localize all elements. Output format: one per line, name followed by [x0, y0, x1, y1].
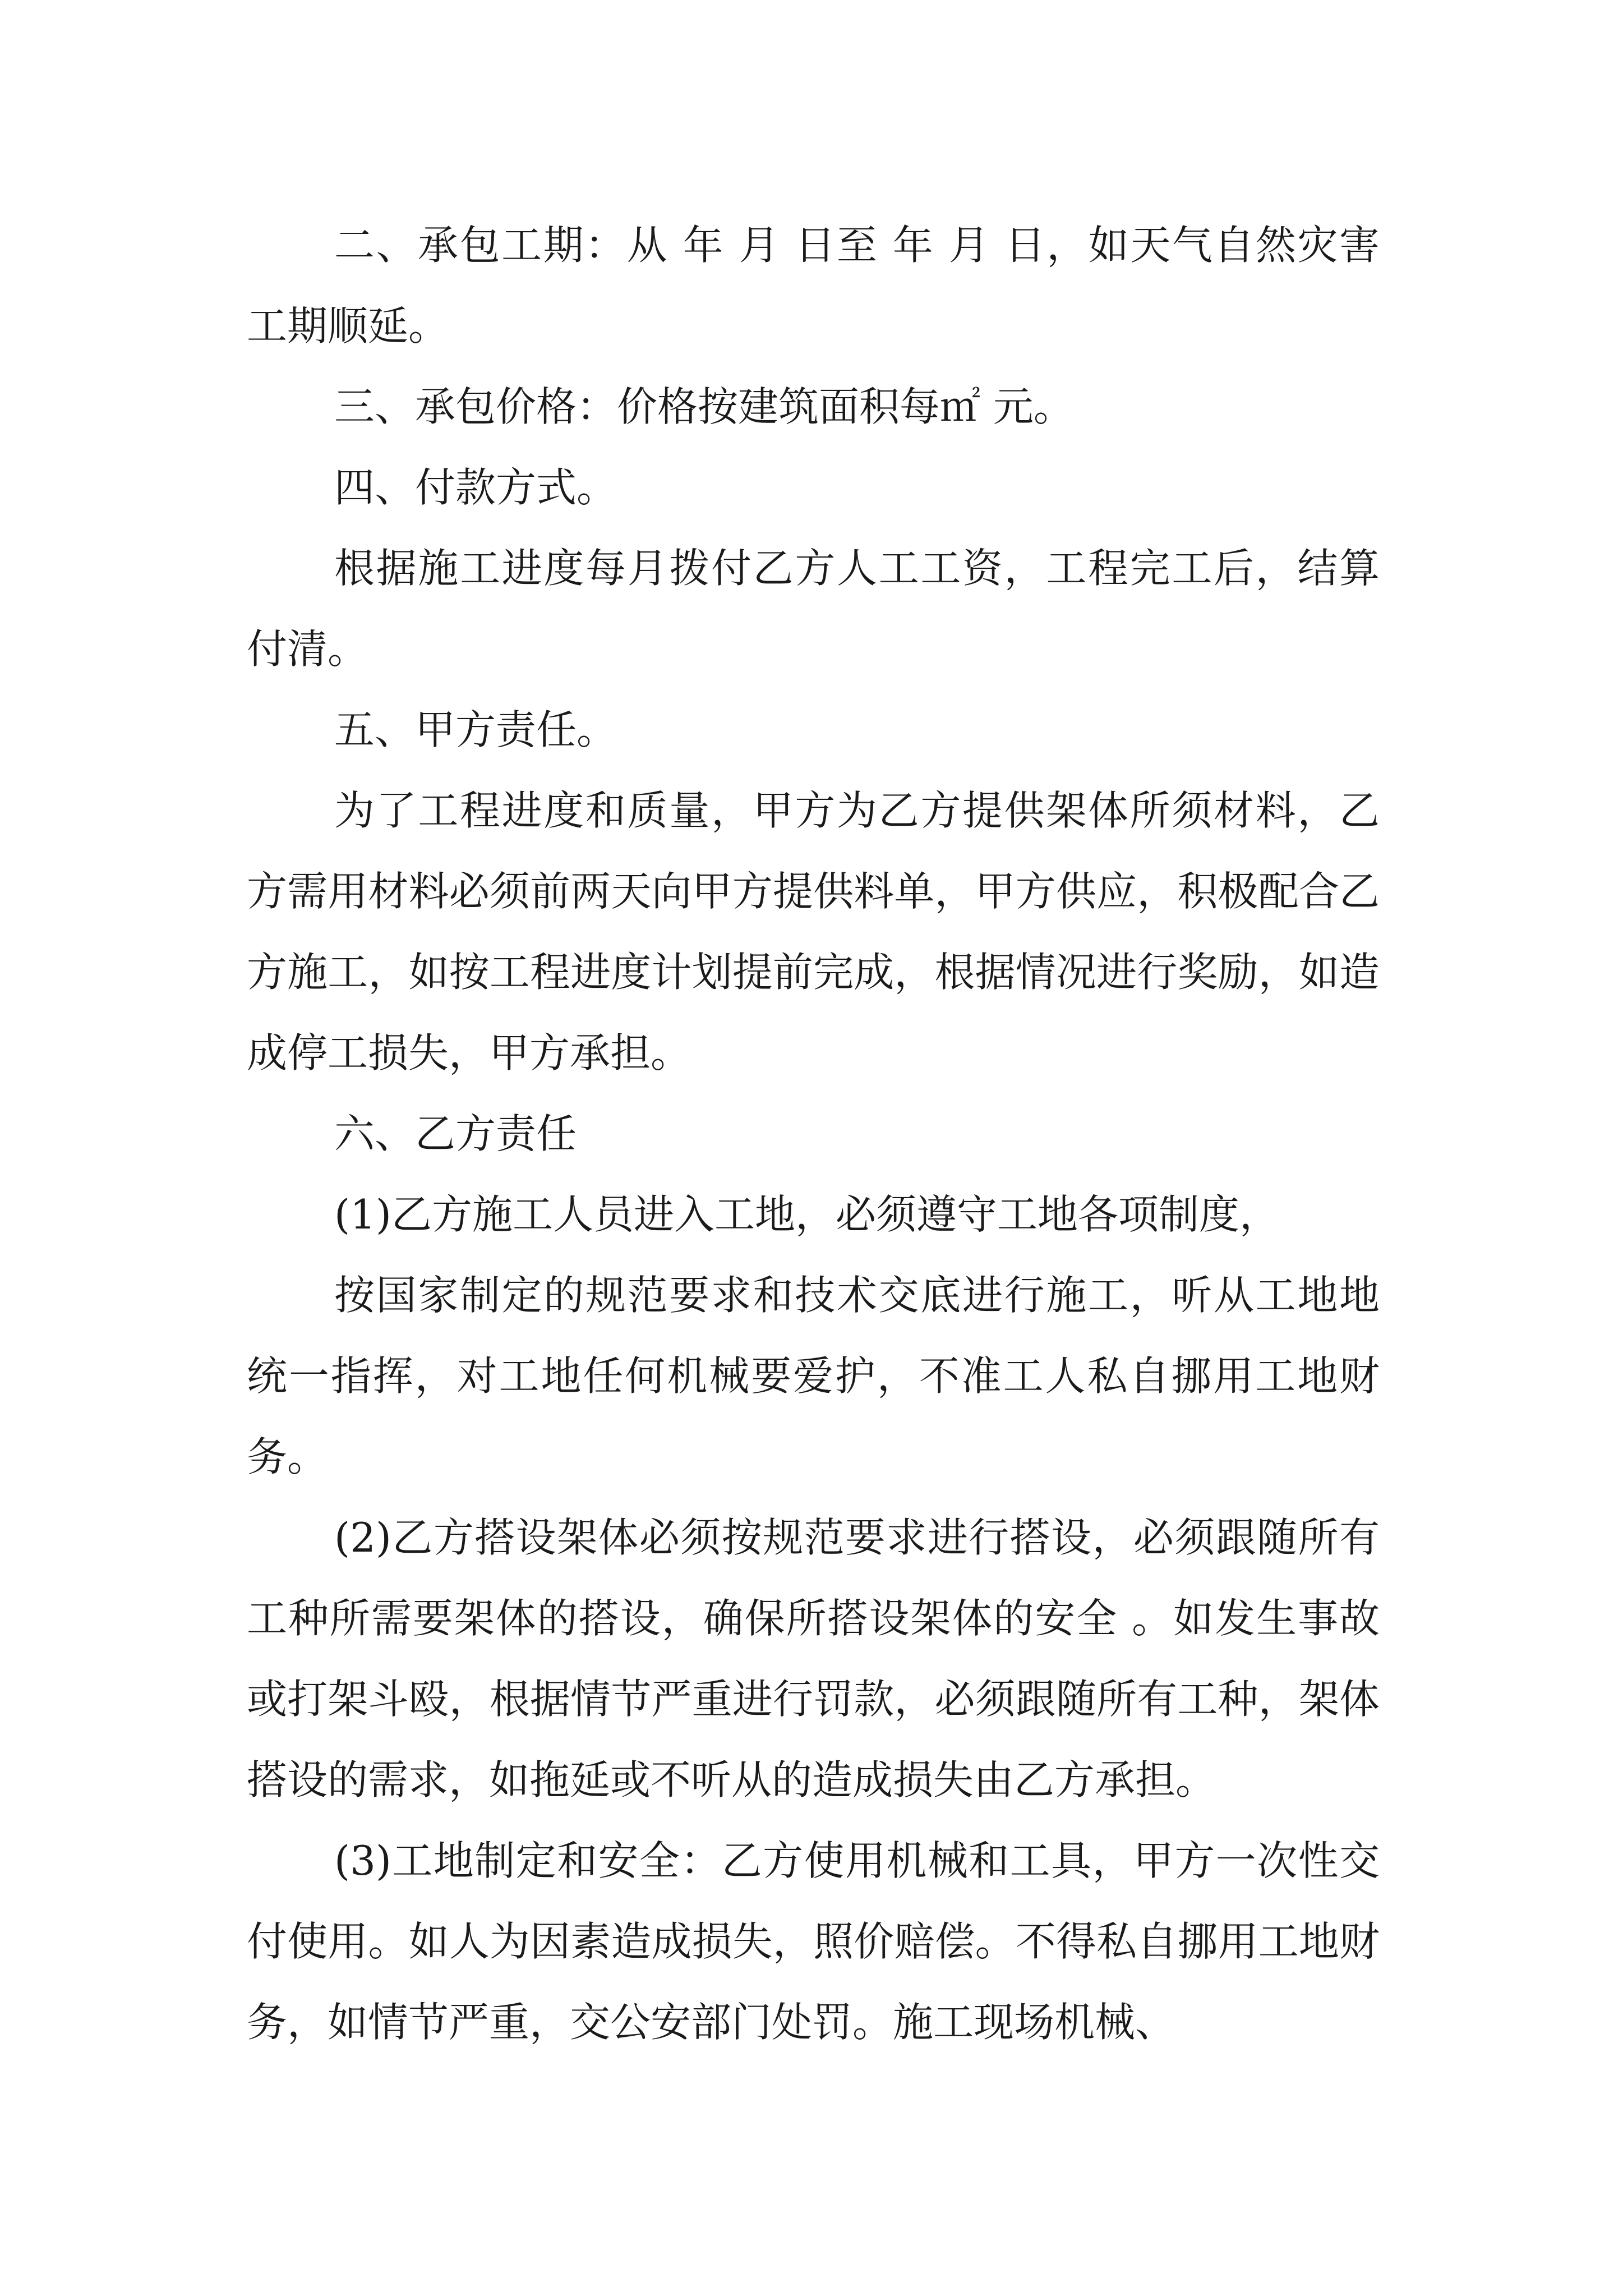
clause-3-contract-price: 三、承包价格：价格按建筑面积每㎡ 元。: [334, 383, 1074, 430]
clause-4-payment-text: 根据施工进度每月拨付乙方人工工资，工程完工后，结算付清。: [247, 545, 1380, 673]
document-body: [247, 205, 1380, 2063]
clause-6-item-1: (1)乙方施工人员进入工地，必须遵守工地各项制度，: [334, 1191, 1280, 1238]
clause-5-party-a-heading: 五、甲方责任。: [334, 706, 617, 753]
clause-6-item-3: (3)工地制定和安全：乙方使用机械和工具，甲方一次性交付使用。如人为因素造成损失，照价赔偿。不得私自挪用工地财务，如情节严重，交公安部门处罚。施工现场机械、: [247, 1837, 1380, 2046]
clause-6-item-1-continued: 按国家制定的规范要求和技术交底进行施工，听从工地地统一指挥，对工地任何机械要爱护，不准工人私自挪用工地财务。: [247, 1272, 1380, 1480]
clause-4-payment-heading: 四、付款方式。: [334, 464, 617, 511]
clause-6-item-2: (2)乙方搭设架体必须按规范要求进行搭设，必须跟随所有工种所需要架体的搭设，确保所搭设架体的安全 。如发生事故或打架斗殴，根据情节严重进行罚款，必须跟随所有工种，架体搭设的需求，如拖延或不听从的造成损失由乙方承担。: [247, 1514, 1380, 1803]
clause-5-party-a-text: 为了工程进度和质量，甲方为乙方提供架体所须材料，乙方需用材料必须前两天向甲方提供料单，甲方供应，积极配合乙方施工，如按工程进度计划提前完成，根据情况进行奖励，如造成停工损失，甲方承担。: [247, 787, 1380, 1076]
clause-2-construction-period: 二、承包工期：从 年 月 日至 年 月 日，如天气自然灾害工期顺延。: [247, 222, 1380, 349]
clause-6-party-b-heading: 六、乙方责任: [334, 1110, 577, 1157]
